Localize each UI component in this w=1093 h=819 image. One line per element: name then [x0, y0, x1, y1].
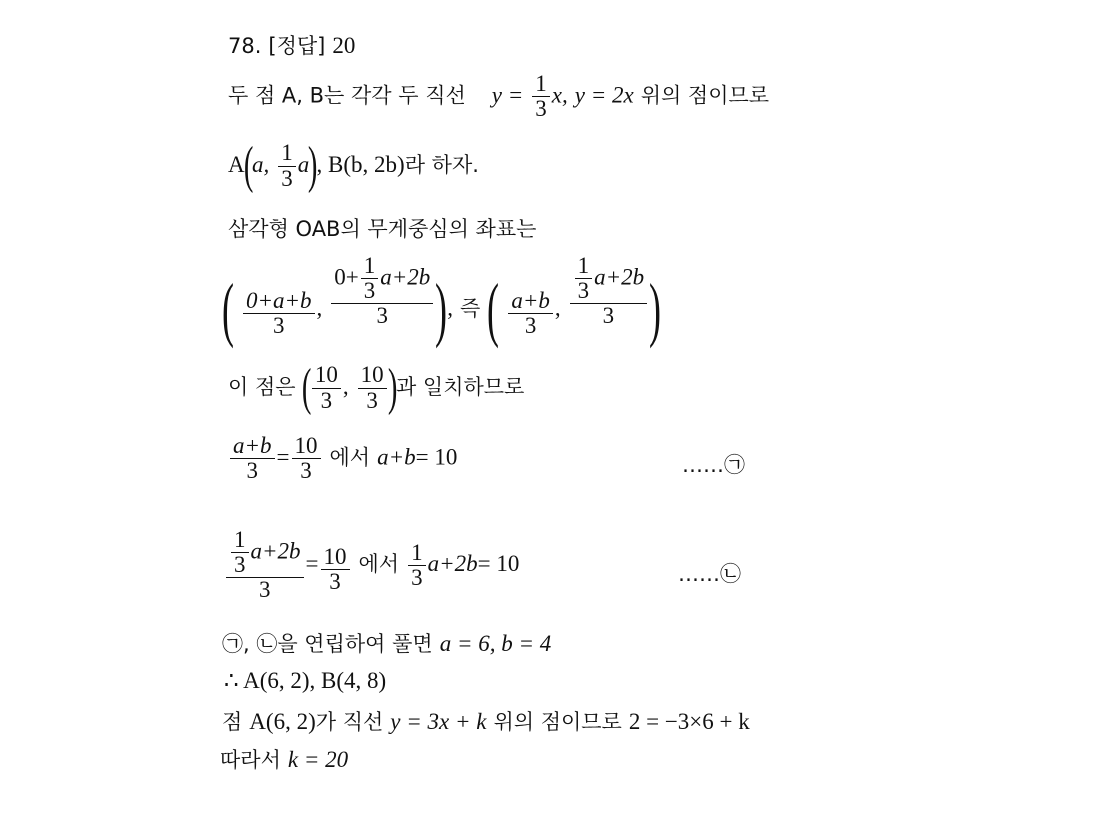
- line-solve: [222, 628, 551, 658]
- fraction-a-plus-b: [230, 434, 275, 483]
- frac-num: 1: [575, 254, 593, 279]
- text-this-point: 이 점은: [228, 375, 296, 399]
- answer-value: 20: [332, 33, 356, 58]
- fraction-x-simplified: [508, 289, 553, 338]
- text-on-line: 가 직선: [315, 710, 384, 734]
- text-point: 점: [222, 710, 243, 734]
- fraction-ten-thirds-3: [292, 434, 321, 483]
- frac-num: a+b: [230, 434, 275, 459]
- frac-den: 3: [363, 278, 376, 304]
- line-conclusion: [220, 744, 348, 774]
- math-eq-ten: = 10: [477, 551, 520, 577]
- fraction-one-third: [532, 72, 550, 121]
- frac-num: 1: [361, 254, 379, 279]
- marker-circle-two: ……㉡: [678, 562, 741, 586]
- answer-tag: [정답]: [268, 34, 326, 58]
- math-a-2b: a+2b: [250, 538, 301, 564]
- math-eq: =: [276, 444, 290, 470]
- fraction-ten-thirds-2: [358, 363, 387, 412]
- frac-num: 1: [408, 541, 426, 566]
- text-coincide: 과 일치하므로: [395, 375, 525, 399]
- text-from: 에서: [358, 552, 400, 577]
- inner-fraction: [231, 528, 249, 577]
- frac-den: 3: [366, 387, 378, 413]
- line-two-lines: [228, 72, 769, 121]
- inner-fraction: [575, 254, 593, 303]
- fraction-x-centroid: [243, 289, 315, 338]
- problem-number: 78.: [228, 34, 262, 58]
- text-centroid: 삼각형 OAB의 무게중심의 좌표는: [228, 217, 537, 241]
- math-k-result: k = 20: [287, 747, 349, 772]
- frac-num: 0+a+b: [243, 289, 315, 314]
- math-a-2b: a+2b: [594, 264, 645, 290]
- point-a-label: A: [228, 152, 245, 177]
- math-a: a,: [251, 152, 270, 177]
- math-check: 2 = −3×6 + k: [628, 709, 750, 734]
- text-points: 위의 점이므로: [640, 83, 770, 108]
- fraction-third-a-2b: [226, 528, 304, 602]
- equation-one: [228, 434, 457, 483]
- text-points-so: 위의 점이므로: [493, 710, 622, 734]
- text-let: 라 하자.: [404, 153, 479, 177]
- frac-den: 3: [411, 564, 423, 590]
- frac-num: 1: [231, 528, 249, 553]
- text-points-on-lines: 두 점 A, B는 각각 두 직선: [228, 83, 466, 108]
- math-eq: =: [305, 551, 319, 577]
- point-a-coords: A(6, 2): [249, 709, 316, 734]
- marker-one: [682, 449, 745, 479]
- frac-den: 3: [259, 577, 271, 603]
- frac-num: 1: [532, 72, 550, 97]
- frac-den: 3: [320, 387, 333, 413]
- fraction-one-third-2: [278, 141, 296, 190]
- line-coincide: 이 점은 ( $\frac{10}{3}$ , $\frac{10}{3}$ )과 일치하므로: [228, 359, 525, 416]
- frac-num: 10: [292, 434, 321, 459]
- fraction-y-simplified: [570, 254, 648, 328]
- text-therefore-kr: 따라서: [220, 748, 281, 772]
- problem-header: [228, 30, 355, 60]
- frac-num: 10: [358, 363, 387, 388]
- frac-den: 3: [300, 458, 312, 484]
- math-a-2b: a+2b: [427, 551, 478, 577]
- math-line-eq: y = 3x + k: [390, 709, 487, 734]
- frac-num: a+b: [508, 289, 553, 314]
- text-from: 에서: [329, 445, 371, 470]
- frac-num: 1: [278, 141, 296, 166]
- marker-two: [678, 558, 741, 588]
- frac-den: 3: [281, 165, 293, 191]
- frac-den: 3: [535, 96, 547, 122]
- math-a-2: a: [297, 152, 310, 177]
- frac-den: 3: [524, 313, 537, 339]
- fraction-ten-thirds: [312, 363, 341, 412]
- centroid-expression: ( $\frac{0+a+b}{3}$ , 0+ $\frac{1}{3}$ a+2b 3 ), 즉 ( $\frac{a+b}{3}$ , $\frac{1}{3}$ a+2b 3 ): [221, 253, 662, 350]
- math-x: x,: [551, 82, 568, 108]
- math-zero-plus: 0+: [334, 264, 359, 290]
- math-eq-ten: = 10: [415, 444, 458, 470]
- math-a-2b: a+2b: [380, 264, 431, 290]
- text-therefore: ∴ A(6, 2), B(4, 8): [224, 668, 387, 693]
- marker-circle-one: ……㉠: [682, 453, 745, 477]
- math-y-2x: y = 2x: [574, 82, 634, 108]
- line-therefore: [224, 668, 386, 694]
- frac-den: 3: [273, 313, 285, 339]
- math-y-eq: y =: [491, 82, 524, 108]
- line-check: [222, 706, 750, 736]
- equation-two: [224, 528, 519, 602]
- line-define-points: A(a, $\frac{1}{3}$ a), B(b, 2b)라 하자.: [228, 137, 479, 194]
- frac-den: 3: [602, 303, 615, 329]
- text-that-is: 즉: [460, 296, 481, 321]
- math-a-plus-b: a+b: [377, 444, 416, 470]
- math-solution: a = 6, b = 4: [439, 631, 552, 656]
- frac-den: 3: [329, 569, 341, 595]
- inner-fraction: [361, 254, 379, 303]
- line-centroid: [228, 213, 536, 243]
- point-b: , B(b, 2b): [316, 152, 405, 177]
- frac-den: 3: [376, 303, 389, 329]
- frac-den: 3: [234, 552, 246, 578]
- frac-num: 10: [321, 545, 350, 570]
- text-solve: ㉠, ㉡을 연립하여 풀면: [222, 632, 433, 656]
- frac-den: 3: [246, 458, 259, 484]
- fraction-one-third-3: [408, 541, 426, 590]
- frac-num: 10: [312, 363, 341, 388]
- fraction-ten-thirds-4: [321, 545, 350, 594]
- frac-den: 3: [577, 278, 590, 304]
- fraction-y-centroid: [331, 254, 433, 328]
